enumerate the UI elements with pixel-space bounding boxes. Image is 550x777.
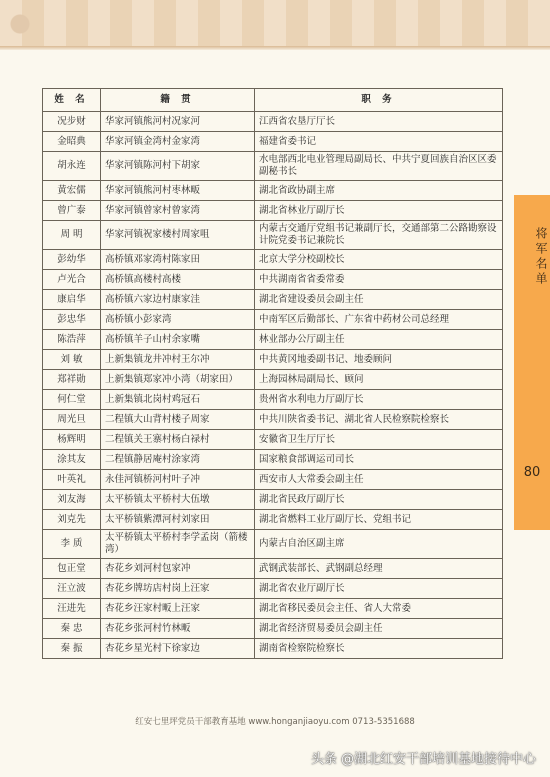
cell-origin: 高桥镇高楼村高楼 bbox=[101, 270, 255, 290]
cell-name: 李 质 bbox=[43, 530, 101, 559]
cell-origin: 高桥镇羊子山村余家嘴 bbox=[101, 330, 255, 350]
column-header-origin: 籍 贯 bbox=[101, 89, 255, 112]
cell-name: 金昭典 bbox=[43, 132, 101, 152]
cell-name: 涂其友 bbox=[43, 450, 101, 470]
cell-position: 安徽省卫生厅厅长 bbox=[255, 430, 503, 450]
cell-origin: 华家河镇熊河村枣林畈 bbox=[101, 181, 255, 201]
side-tab-title: 将军名单 bbox=[534, 227, 548, 287]
table-body bbox=[43, 112, 503, 659]
table-row bbox=[43, 181, 503, 201]
table-row bbox=[43, 350, 503, 370]
cell-origin: 上新集镇龙井冲村王尔冲 bbox=[101, 350, 255, 370]
cell-name: 汪进先 bbox=[43, 599, 101, 619]
cell-position: 湖北省农业厅副厅长 bbox=[255, 579, 503, 599]
cell-origin: 华家河镇陈河村下胡家 bbox=[101, 152, 255, 181]
cell-position: 湖南省检察院检察长 bbox=[255, 639, 503, 659]
cell-position: 湖北省燃料工业厅副厅长、党组书记 bbox=[255, 510, 503, 530]
cell-name: 包正堂 bbox=[43, 559, 101, 579]
cell-position: 水电部西北电业管理局副局长、中共宁夏回族自治区区委副秘书长 bbox=[255, 152, 503, 181]
cell-origin: 杏花乡牌坊店村岗上汪家 bbox=[101, 579, 255, 599]
cell-position: 国家粮食部调运司司长 bbox=[255, 450, 503, 470]
cell-origin: 华家河镇曾家村曾家湾 bbox=[101, 201, 255, 221]
cell-origin: 杏花乡刘河村包家冲 bbox=[101, 559, 255, 579]
cell-position: 湖北省林业厅副厅长 bbox=[255, 201, 503, 221]
table-row bbox=[43, 530, 503, 559]
cell-origin: 华家河镇熊河村况家河 bbox=[101, 112, 255, 132]
table-row bbox=[43, 390, 503, 410]
table-row bbox=[43, 370, 503, 390]
column-header-position: 职 务 bbox=[255, 89, 503, 112]
column-header-name: 姓 名 bbox=[43, 89, 101, 112]
cell-name: 杨辉明 bbox=[43, 430, 101, 450]
cell-name: 曾广泰 bbox=[43, 201, 101, 221]
cell-position: 中共黄冈地委副书记、地委顾问 bbox=[255, 350, 503, 370]
table-row bbox=[43, 470, 503, 490]
table-row bbox=[43, 270, 503, 290]
cell-name: 何仁堂 bbox=[43, 390, 101, 410]
cell-position: 内蒙古交通厅党组书记兼副厅长，交通部第二公路勘察设计院党委书记兼院长 bbox=[255, 221, 503, 250]
cell-position: 上海园林局副局长、顾问 bbox=[255, 370, 503, 390]
cell-origin: 杏花乡张河村竹林畈 bbox=[101, 619, 255, 639]
cell-origin: 永佳河镇桥河村叶子冲 bbox=[101, 470, 255, 490]
side-tab bbox=[514, 195, 550, 530]
cell-position: 西安市人大常委会副主任 bbox=[255, 470, 503, 490]
cell-position: 江西省农垦厅厅长 bbox=[255, 112, 503, 132]
table-row bbox=[43, 639, 503, 659]
cell-name: 彭忠华 bbox=[43, 310, 101, 330]
cell-position: 林业部办公厅副主任 bbox=[255, 330, 503, 350]
table-row bbox=[43, 619, 503, 639]
cell-position: 武钢武装部长、武钢副总经理 bbox=[255, 559, 503, 579]
watermark-text: 头条 @湖北红安干部培训基地接待中心 bbox=[310, 752, 536, 767]
generals-roster-table bbox=[42, 88, 503, 659]
cell-origin: 太平桥镇太平桥村李学孟岗（箭楼湾） bbox=[101, 530, 255, 559]
table-header-row bbox=[43, 89, 503, 112]
cell-position: 内蒙古自治区副主席 bbox=[255, 530, 503, 559]
cell-origin: 太平桥镇紫潭河村刘家田 bbox=[101, 510, 255, 530]
table-row bbox=[43, 430, 503, 450]
cell-name: 秦 振 bbox=[43, 639, 101, 659]
cell-origin: 杏花乡星光村下徐家边 bbox=[101, 639, 255, 659]
cell-position: 湖北省移民委员会主任、省人大常委 bbox=[255, 599, 503, 619]
cell-origin: 高桥镇六家边村康家洼 bbox=[101, 290, 255, 310]
table-row bbox=[43, 579, 503, 599]
cell-origin: 二程镇静居庵村涂家湾 bbox=[101, 450, 255, 470]
cell-position: 湖北省建设委员会副主任 bbox=[255, 290, 503, 310]
table-row bbox=[43, 112, 503, 132]
table-row bbox=[43, 510, 503, 530]
table-row bbox=[43, 330, 503, 350]
cell-name: 刘友海 bbox=[43, 490, 101, 510]
table-row bbox=[43, 221, 503, 250]
cell-name: 胡永连 bbox=[43, 152, 101, 181]
table-row bbox=[43, 290, 503, 310]
cell-position: 湖北省政协副主席 bbox=[255, 181, 503, 201]
cell-name: 周光旦 bbox=[43, 410, 101, 430]
cell-origin: 高桥镇邓家湾村陈家田 bbox=[101, 250, 255, 270]
table-row bbox=[43, 152, 503, 181]
cell-name: 周 明 bbox=[43, 221, 101, 250]
cell-origin: 太平桥镇太平桥村大伍墩 bbox=[101, 490, 255, 510]
footer-text: 红安七里坪党员干部教育基地 www.honganjiaoyu.com 0713-5351688 bbox=[135, 717, 415, 727]
cell-position: 湖北省经济贸易委员会副主任 bbox=[255, 619, 503, 639]
cell-origin: 华家河镇祝家楼村周家咀 bbox=[101, 221, 255, 250]
table-row bbox=[43, 201, 503, 221]
cell-origin: 杏花乡汪家村畈上汪家 bbox=[101, 599, 255, 619]
decorative-header-band bbox=[0, 0, 550, 46]
page-number: 80 bbox=[523, 465, 541, 480]
cell-origin: 二程镇大山背村楼子周家 bbox=[101, 410, 255, 430]
cell-name: 黄宏儒 bbox=[43, 181, 101, 201]
table-row bbox=[43, 310, 503, 330]
cell-origin: 华家河镇金湾村金家湾 bbox=[101, 132, 255, 152]
table-row bbox=[43, 132, 503, 152]
cell-name: 汪立波 bbox=[43, 579, 101, 599]
table-row bbox=[43, 599, 503, 619]
cell-position: 北京大学分校副校长 bbox=[255, 250, 503, 270]
table-row bbox=[43, 490, 503, 510]
cell-origin: 上新集镇北岗村鸡冠石 bbox=[101, 390, 255, 410]
cell-name: 况步财 bbox=[43, 112, 101, 132]
cell-origin: 高桥镇小彭家湾 bbox=[101, 310, 255, 330]
cell-name: 秦 忠 bbox=[43, 619, 101, 639]
table-row bbox=[43, 250, 503, 270]
cell-position: 福建省委书记 bbox=[255, 132, 503, 152]
table-row bbox=[43, 559, 503, 579]
cell-name: 刘克先 bbox=[43, 510, 101, 530]
cell-position: 中共川陕省委书记、湖北省人民检察院检察长 bbox=[255, 410, 503, 430]
cell-name: 彭幼华 bbox=[43, 250, 101, 270]
cell-name: 郑祥勋 bbox=[43, 370, 101, 390]
cell-position: 中南军区后勤部长、广东省中药材公司总经理 bbox=[255, 310, 503, 330]
cell-position: 湖北省民政厅副厅长 bbox=[255, 490, 503, 510]
cell-name: 康启华 bbox=[43, 290, 101, 310]
cell-name: 刘 敏 bbox=[43, 350, 101, 370]
cell-name: 叶英礼 bbox=[43, 470, 101, 490]
cell-name: 陈浩萍 bbox=[43, 330, 101, 350]
cell-name: 卢光合 bbox=[43, 270, 101, 290]
cell-origin: 二程镇关王寨村杨白禄村 bbox=[101, 430, 255, 450]
table-row bbox=[43, 450, 503, 470]
table-row bbox=[43, 410, 503, 430]
cell-position: 贵州省水利电力厅副厅长 bbox=[255, 390, 503, 410]
cell-origin: 上新集镇郑家冲小湾（胡家田） bbox=[101, 370, 255, 390]
cell-position: 中共湖南省省委常委 bbox=[255, 270, 503, 290]
